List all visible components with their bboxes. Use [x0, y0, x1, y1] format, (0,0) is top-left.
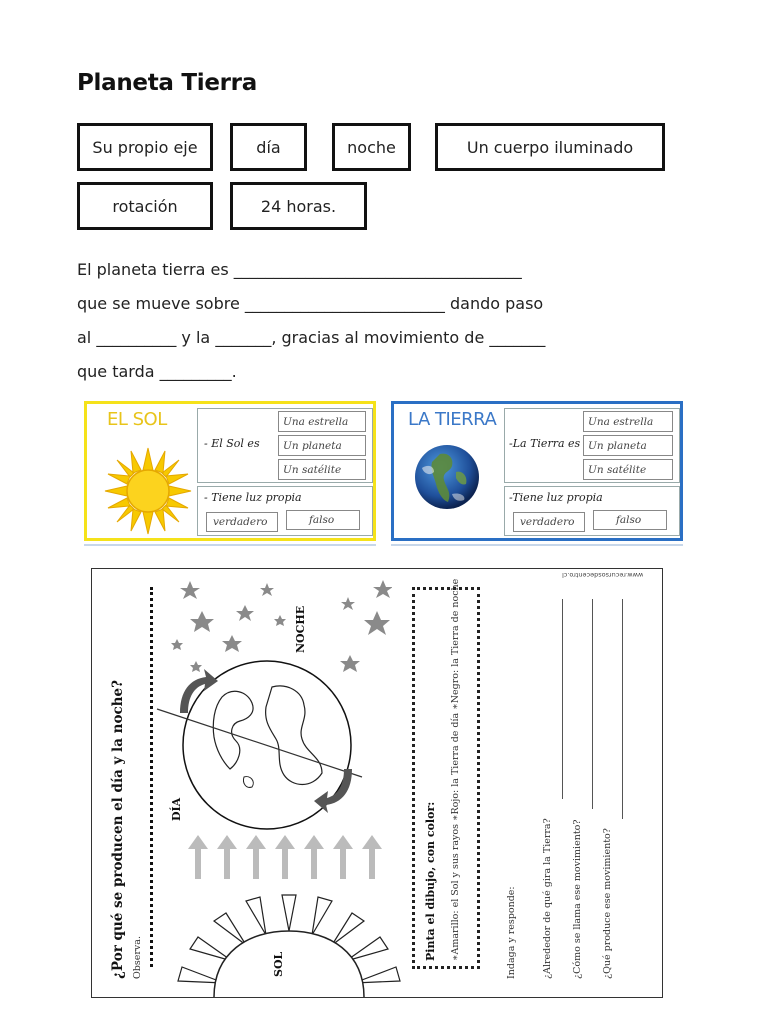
research-label: Indaga y responde:	[506, 886, 517, 979]
sol-label: SOL	[272, 951, 285, 977]
paint-instructions-box	[412, 587, 480, 969]
tierra-question-2	[504, 486, 680, 536]
tierra-question-1-label: -La Tierra es	[509, 437, 581, 450]
question-1: ¿Alrededor de qué gira la Tierra?	[542, 818, 553, 979]
word-bank-item: Su propio eje	[77, 123, 213, 171]
sun-icon	[103, 446, 193, 536]
sol-option-satelite[interactable]: Un satélite	[278, 459, 366, 480]
tierra-option-estrella[interactable]: Una estrella	[583, 411, 673, 432]
sol-card-title: EL SOL	[107, 409, 167, 430]
sol-option-falso[interactable]: falso	[286, 510, 360, 530]
sun-outline-icon	[174, 887, 404, 997]
sol-option-estrella[interactable]: Una estrella	[278, 411, 366, 432]
answer-line-1[interactable]	[562, 599, 563, 799]
fill-sentence: El planeta tierra es ____________________________________	[77, 260, 522, 279]
paint-instructions: ∗Amarillo: el Sol y sus rayos ∗Rojo: la Tierra de día ∗Negro: la Tierra de noche	[450, 578, 461, 961]
tierra-card	[391, 401, 683, 541]
word-bank-item: 24 horas.	[230, 182, 367, 230]
worksheet-heading: ¿Por qué se producen el día y la noche?	[110, 680, 126, 979]
tierra-question-1	[504, 408, 680, 483]
word-bank-item: rotación	[77, 182, 213, 230]
sol-option-verdadero[interactable]: verdadero	[206, 512, 278, 532]
noche-label: NOCHE	[294, 605, 307, 653]
sol-question-2	[197, 486, 373, 536]
tierra-option-planeta[interactable]: Un planeta	[583, 435, 673, 456]
sol-card-divider	[84, 544, 376, 546]
fill-sentence: que se mueve sobre _________________________ dando paso	[77, 294, 544, 313]
worksheet-credit: www.recursosdecentro.cl	[562, 571, 644, 579]
worksheet	[91, 568, 663, 998]
dia-label: DÍA	[170, 797, 183, 821]
fill-sentence: que tarda _________.	[77, 362, 237, 381]
tierra-option-verdadero[interactable]: verdadero	[513, 512, 585, 532]
answer-line-3[interactable]	[622, 599, 623, 819]
observe-label: Observa.	[132, 936, 143, 979]
tierra-card-title: LA TIERRA	[408, 409, 497, 430]
question-2: ¿Cómo se llama ese movimiento?	[572, 819, 583, 979]
sol-card	[84, 401, 376, 541]
paint-title: Pinta el dibujo, con color:	[424, 801, 437, 961]
tierra-option-satelite[interactable]: Un satélite	[583, 459, 673, 480]
answer-line-2[interactable]	[592, 599, 593, 809]
sol-question-2-label: - Tiene luz propia	[204, 491, 302, 504]
tierra-option-falso[interactable]: falso	[593, 510, 667, 530]
word-bank-item: Un cuerpo iluminado	[435, 123, 665, 171]
sun-rays-arrows	[184, 835, 384, 879]
fill-sentence: al __________ y la _______, gracias al movimiento de _______	[77, 328, 546, 347]
tierra-question-2-label: -Tiene luz propia	[509, 491, 603, 504]
sol-option-planeta[interactable]: Un planeta	[278, 435, 366, 456]
word-bank-item: noche	[332, 123, 411, 171]
page-title: Planeta Tierra	[77, 70, 257, 96]
sol-question-1-label: - El Sol es	[204, 437, 260, 450]
question-3: ¿Qué produce ese movimiento?	[602, 828, 613, 979]
sol-question-1	[197, 408, 373, 483]
tierra-card-divider	[391, 544, 683, 546]
globe-illustration	[152, 657, 372, 847]
earth-icon	[412, 442, 482, 512]
word-bank-item: día	[230, 123, 307, 171]
